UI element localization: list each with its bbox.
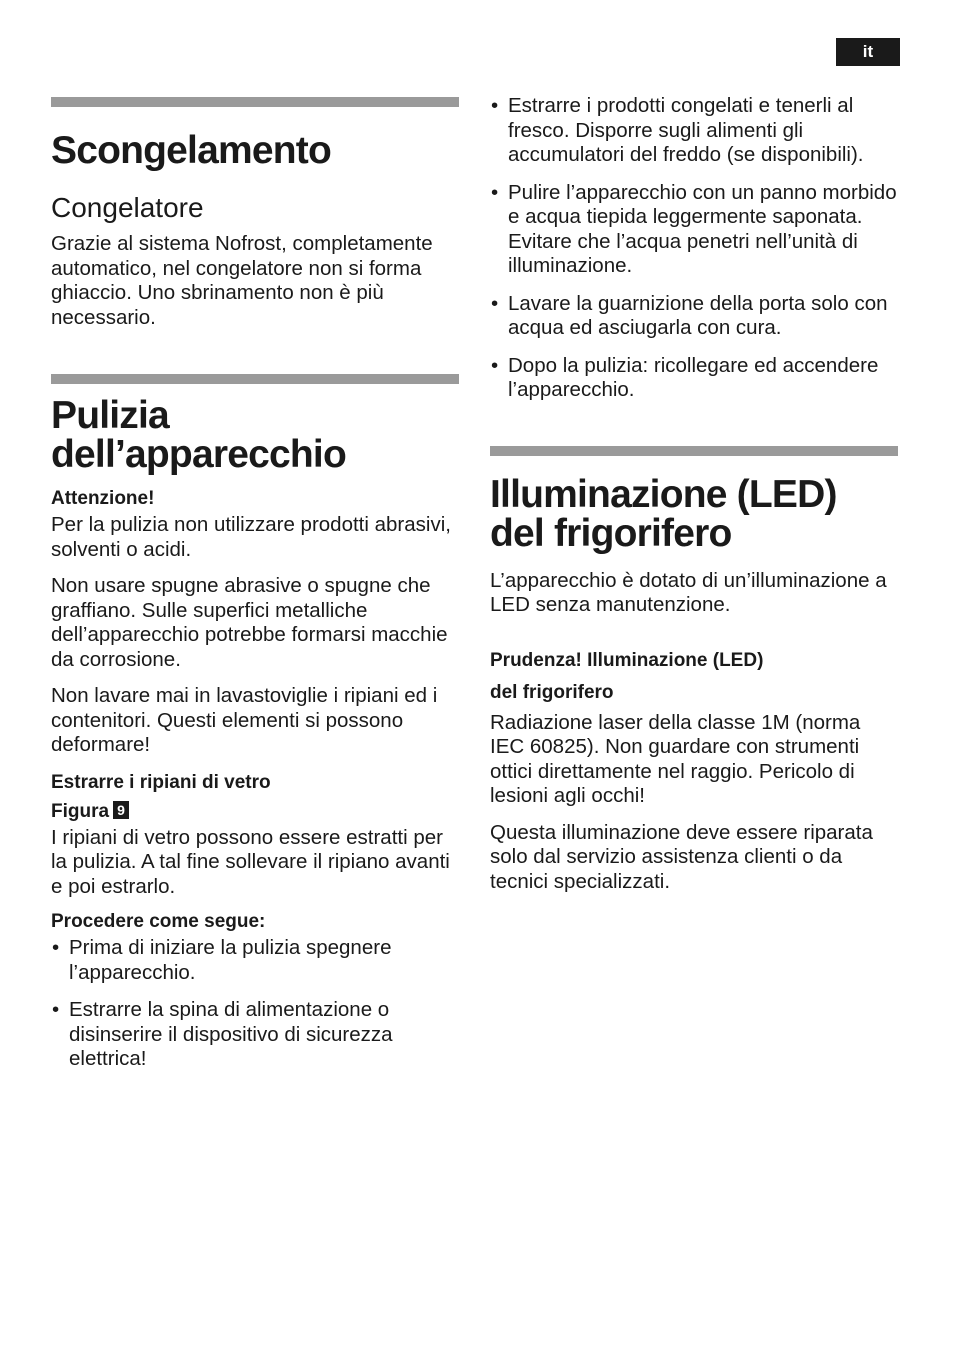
section-title-defrost: Scongelamento — [51, 129, 331, 172]
attention-text: Per la pulizia non utilizzare prodotti abrasivi, solventi o acidi. — [51, 513, 451, 561]
section-title-lighting — [490, 472, 900, 555]
section-title-cleaning — [51, 396, 461, 474]
title-line: Illuminazione (LED) — [490, 472, 837, 516]
section-divider — [51, 374, 459, 384]
laser-warning-text: Radiazione laser della classe 1M (norma IEC 60825). Non guardare con strumenti ottici direttamente nel raggio. Pericolo di lesioni agli occhi! — [490, 710, 861, 807]
list-item: • Prima di iniziare la pulizia spegnere l’apparecchio. — [51, 936, 461, 985]
defrost-paragraph: Grazie al sistema Nofrost, completamente automatico, nel congelatore non si forma ghiaccio. Uno sbrinamento non è più necessario. — [51, 232, 433, 329]
list-item: • Pulire l’apparecchio con un panno morbido e acqua tiepida leggermente saponata. Evitare che l’acqua penetri nell’unità di illuminazione. — [490, 181, 900, 279]
right-column — [490, 94, 900, 894]
shelves-text: I ripiani di vetro possono essere estratti per la pulizia. A tal fine sollevare il ripiano avanti e poi estrarlo. — [51, 825, 450, 898]
figure-reference — [51, 797, 461, 826]
cleaning-steps-list-right — [490, 94, 900, 403]
attention-label: Attenzione! — [51, 488, 155, 509]
caution-heading-line2: del frigorifero — [490, 681, 614, 703]
language-badge: it — [836, 38, 900, 66]
title-line: Pulizia — [51, 394, 169, 437]
list-item: • Estrarre la spina di alimentazione o disinserire il dispositivo di sicurezza elettrica! — [51, 998, 461, 1072]
list-item: • Estrarre i prodotti congelati e tenerli al fresco. Disporre sugli alimenti gli accumulatori del freddo (se disponibili). — [490, 94, 900, 168]
figure-label: Figura — [51, 800, 110, 822]
title-line: dell’apparecchio — [51, 433, 346, 476]
subsection-title-freezer: Congelatore — [51, 192, 204, 223]
repair-text: Questa illuminazione deve essere riparata solo dal servizio assistenza clienti o da tecnici specializzati. — [490, 820, 873, 893]
caution-heading-line1: Prudenza! Illuminazione (LED) — [490, 649, 764, 671]
title-line: del frigorifero — [490, 511, 732, 555]
list-item: • Lavare la guarnizione della porta solo con acqua ed asciugarla con cura. — [490, 292, 900, 341]
left-column — [51, 97, 461, 1072]
cleaning-steps-list-left — [51, 936, 461, 1072]
list-item: • Dopo la pulizia: ricollegare ed accendere l’apparecchio. — [490, 354, 900, 403]
section-divider — [490, 446, 898, 456]
procedure-heading: Procedere come segue: — [51, 911, 266, 932]
section-divider — [51, 97, 459, 107]
cleaning-paragraph-sponges: Non usare spugne abrasive o spugne che graffiano. Sulle superfici metalliche dell’apparecchio potrebbe formarsi macchie da corrosione. — [51, 574, 448, 671]
shelves-heading: Estrarre i ripiani di vetro — [51, 771, 271, 793]
lighting-intro: L’apparecchio è dotato di un’illuminazione a LED senza manutenzione. — [490, 568, 887, 616]
figure-number-badge: 9 — [113, 801, 129, 819]
cleaning-paragraph-dishwasher: Non lavare mai in lavastoviglie i ripiani ed i contenitori. Questi elementi si possono deformare! — [51, 684, 438, 756]
